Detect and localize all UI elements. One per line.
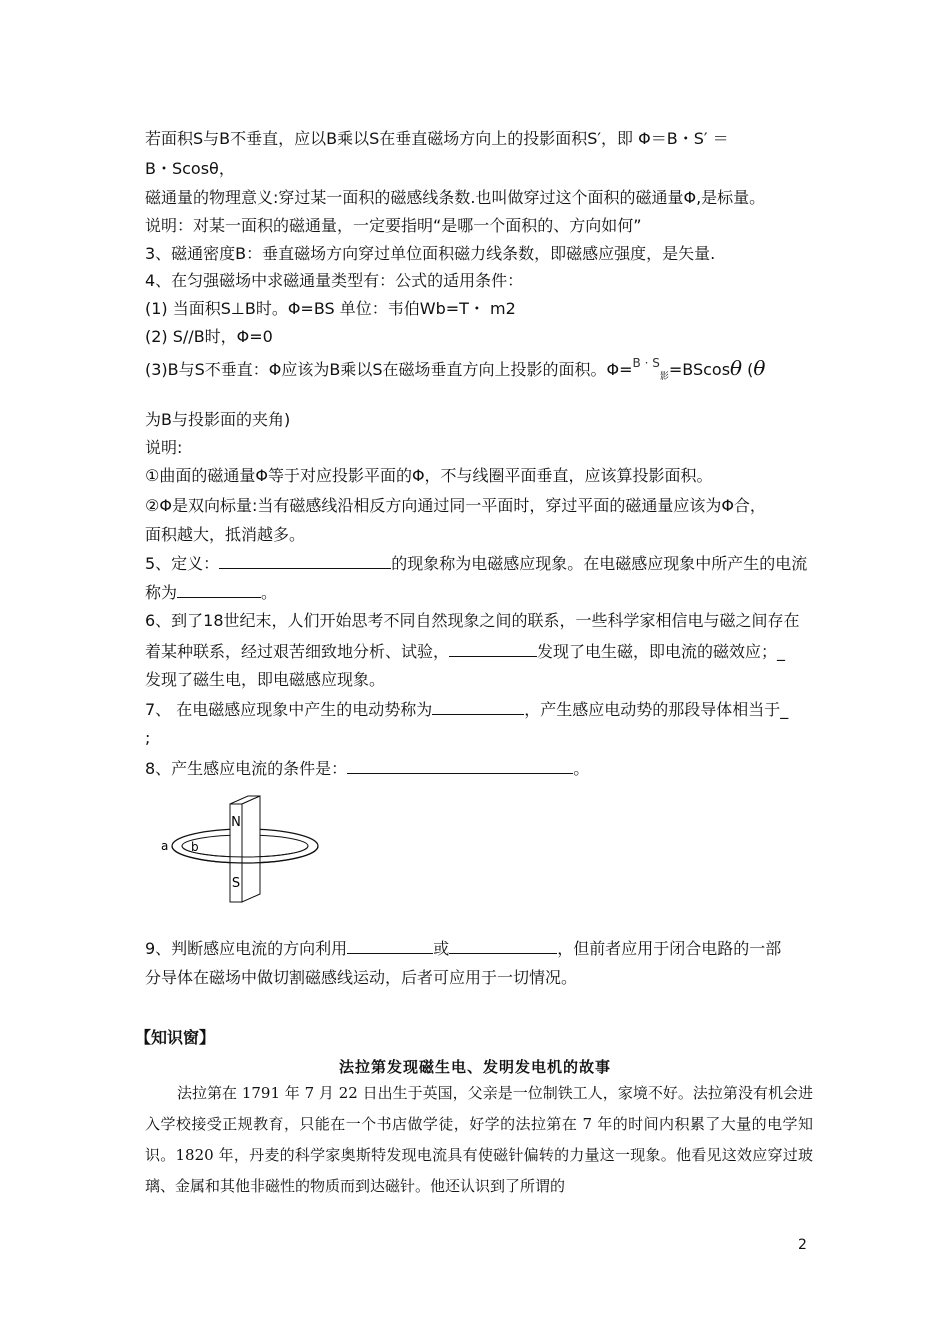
story-title: 法拉第发现磁生电、发明发电机的故事 (338, 1058, 611, 1076)
south-label: S (231, 876, 241, 891)
text-line: ①曲面的磁通量Φ等于对应投影平面的Φ，不与线圈平面垂直，应该算投影面积。 (145, 466, 713, 485)
answer-blank[interactable] (347, 757, 573, 774)
question-text: 着某种联系，经过艰苦细致地分析、试验， (145, 642, 450, 661)
text-line: 6、到了18世纪末，人们开始思考不同自然现象之间的联系，一些科学家相信电与磁之间存在 (145, 611, 800, 630)
text-line: (1) 当面积S⊥B时。Φ=BS 单位：韦伯Wb=T・ m2 (145, 299, 516, 318)
question-5 (145, 552, 807, 575)
text-line: 发现了磁生电，即电磁感应现象。 (145, 670, 386, 689)
question-6 (145, 640, 785, 663)
question-text: 的现象称为电磁感应现象。在电磁感应现象中所产生的电流 (391, 554, 808, 573)
text-line: 为B与投影面的夹角) (145, 410, 291, 429)
page-number: 2 (798, 1237, 807, 1253)
question-text: ，但前者应用于闭合电路的一部 (557, 939, 782, 958)
text-line: ②Φ是双向标量:当有磁感线沿相反方向通过同一平面时，穿过平面的磁通量应该为Φ合， (145, 496, 766, 515)
answer-blank[interactable] (177, 581, 261, 598)
formula-theta: θ (730, 356, 743, 380)
answer-blank[interactable] (347, 937, 433, 954)
question-9 (145, 937, 781, 960)
section-heading: 【知识窗】 (135, 1028, 216, 1047)
question-text: 或 (433, 939, 450, 958)
text-line: 说明：对某一面积的磁通量，一定要指明“是哪一个面积的、方向如何” (145, 216, 642, 235)
question-text: 8、产生感应电流的条件是： (145, 759, 348, 778)
question-text: 7、 在电磁感应现象中产生的电动势称为 (145, 700, 433, 719)
text-line: ; (145, 728, 151, 747)
formula-text: (3)B与S不垂直：Φ应该为B乘以S在磁场垂直方向上投影的面积。Φ= (145, 360, 633, 379)
question-5-cont (145, 581, 277, 604)
text-line: 说明: (145, 438, 183, 457)
formula-subscript: 影 (659, 372, 669, 383)
question-text: 。 (573, 759, 590, 778)
coil-b-label: b (191, 840, 199, 854)
formula-theta: θ (753, 356, 766, 380)
text-line: 4、在匀强磁场中求磁通量类型有：公式的适用条件： (145, 271, 524, 290)
text-line: 磁通量的物理意义:穿过某一面积的磁感线条数.也叫做穿过这个面积的磁通量Φ,是标量。 (145, 188, 766, 207)
answer-blank[interactable] (449, 640, 537, 657)
answer-blank[interactable] (449, 937, 557, 954)
text-line: 3、磁通密度B：垂直磁场方向穿过单位面积磁力线条数，即磁感应强度，是矢量. (145, 244, 716, 263)
question-7 (145, 698, 788, 721)
question-8 (145, 757, 589, 780)
text-line: 若面积S与B不垂直，应以B乘以S在垂直磁场方向上的投影面积S′，即 Φ＝B・S′ ＝ (145, 129, 729, 148)
formula-line (145, 357, 765, 388)
story-paragraph: 法拉第在 1791 年 7 月 22 日出生于英国，父亲是一位制铁工人，家境不好。法拉第没有机会进入学校接受正规教育，只能在一个书店做学徒，好学的法拉第在 7 年的时间内积累了大量的电学知识。1820 年，丹麦的科学家奥斯特发现电流具有使磁针偏转的力量这一现象。他看见这效应穿过玻璃、金属和其他非磁性的物质而到达磁针。他还认识到了所谓的 (145, 1084, 813, 1195)
answer-blank[interactable] (219, 552, 391, 569)
question-text: 9、判断感应电流的方向利用 (145, 939, 348, 958)
question-text: 称为 (145, 583, 178, 602)
question-text: ，产生感应电动势的那段导体相当于_ (524, 700, 789, 719)
formula-paren: ( (742, 360, 754, 379)
north-label: N (231, 815, 241, 830)
question-text: 发现了电生磁，即电流的磁效应；_ (537, 642, 786, 661)
text-line: 面积越大，抵消越多。 (145, 525, 306, 544)
coil-a-label: a (161, 839, 169, 853)
formula-bscos: =BScos (668, 360, 731, 379)
magnet-coil-figure (155, 790, 325, 910)
text-line: B・Scosθ， (145, 159, 235, 178)
formula-b-s: B · S (632, 356, 660, 370)
text-line: 分导体在磁场中做切割磁感线运动，后者可应用于一切情况。 (145, 968, 578, 987)
question-text: 。 (261, 583, 278, 602)
text-line: (2) S//B时，Φ=0 (145, 327, 273, 346)
answer-blank[interactable] (432, 698, 524, 715)
question-text: 5、定义： (145, 554, 220, 573)
